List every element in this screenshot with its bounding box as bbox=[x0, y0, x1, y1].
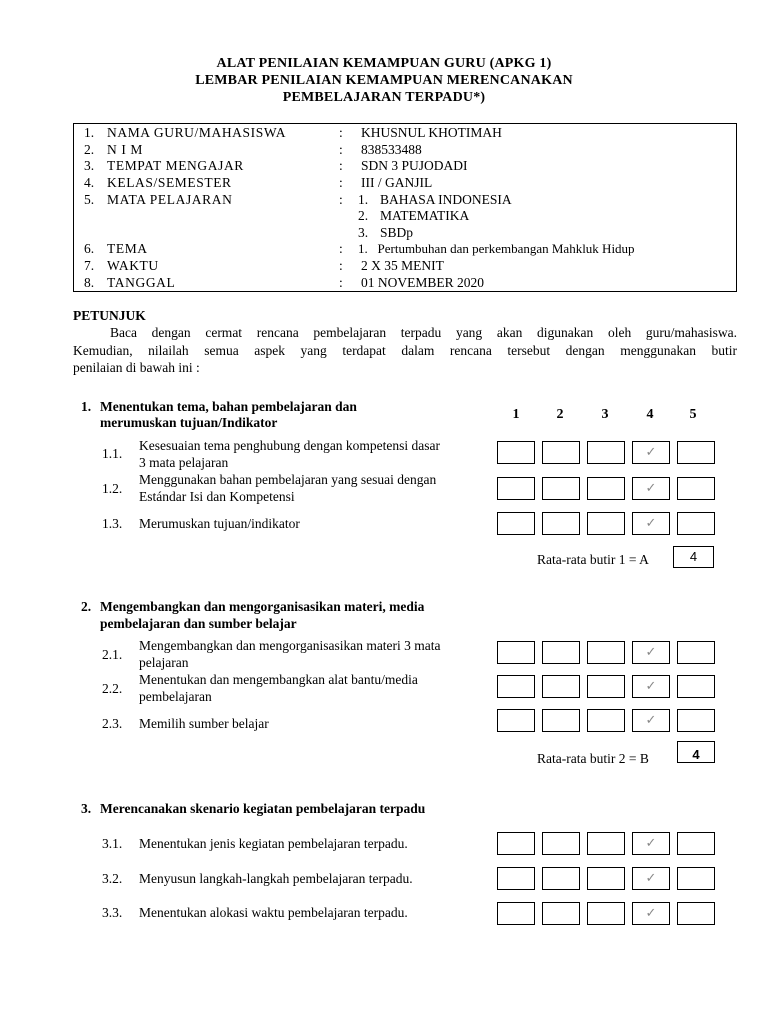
identity-row-subject-3 bbox=[74, 224, 738, 241]
item-text-line-1: Menyusun langkah-langkah pembelajaran terpadu. bbox=[139, 871, 413, 886]
row-value: 01 NOVEMBER 2020 bbox=[361, 275, 485, 290]
item-number: 3.3. bbox=[102, 905, 123, 920]
row-number: 6. bbox=[84, 241, 95, 256]
row-number: 4. bbox=[84, 175, 95, 190]
identity-row-nim bbox=[74, 141, 738, 158]
item-number: 3.1. bbox=[102, 836, 123, 851]
score-box-5[interactable] bbox=[677, 675, 715, 698]
item-number: 1.2. bbox=[102, 481, 123, 496]
score-box-5[interactable] bbox=[677, 902, 715, 925]
score-box-5[interactable] bbox=[677, 709, 715, 732]
section-1-title-line-2: merumuskan tujuan/Indikator bbox=[100, 415, 278, 430]
score-box-3[interactable] bbox=[587, 441, 625, 464]
identity-row-theme bbox=[74, 240, 738, 257]
subject-number: 2. bbox=[358, 208, 369, 223]
score-box-1[interactable] bbox=[497, 867, 535, 890]
average-2-label: Rata-rata butir 2 = B bbox=[537, 751, 649, 766]
item-text-line-2: pembelajaran bbox=[139, 689, 212, 704]
score-box-2[interactable] bbox=[542, 902, 580, 925]
row-label: N I M bbox=[107, 142, 143, 157]
scale-header-5: 5 bbox=[689, 407, 697, 422]
item-number: 1.3. bbox=[102, 516, 123, 531]
score-box-5[interactable] bbox=[677, 441, 715, 464]
check-mark-icon: ✓ bbox=[645, 906, 657, 921]
average-1-label: Rata-rata butir 1 = A bbox=[537, 552, 649, 567]
average-1-value: 4 bbox=[673, 546, 714, 568]
score-box-3[interactable] bbox=[587, 512, 625, 535]
score-box-2[interactable] bbox=[542, 641, 580, 664]
row-label: WAKTU bbox=[107, 258, 159, 273]
row-label: MATA PELAJARAN bbox=[107, 192, 233, 207]
check-mark-icon: ✓ bbox=[645, 836, 657, 851]
row-label: TEMA bbox=[107, 241, 148, 256]
row-label: NAMA GURU/MAHASISWA bbox=[107, 125, 287, 140]
document-title-line-3: PEMBELAJARAN TERPADU*) bbox=[282, 90, 486, 105]
row-number: 7. bbox=[84, 258, 95, 273]
score-box-4[interactable] bbox=[632, 641, 670, 664]
instructions-line-1: Baca dengan cermat rencana pembelajaran terpadu yang akan digunakan oleh guru/mahasiswa. bbox=[110, 325, 737, 340]
row-number: 5. bbox=[84, 192, 95, 207]
scale-header-4: 4 bbox=[646, 407, 654, 422]
instructions-line-2: Kemudian, nilailah semua aspek yang terdapat dalam rencana tersebut dengan menggunakan butir bbox=[73, 343, 737, 358]
score-box-2[interactable] bbox=[542, 477, 580, 500]
row-number: 3. bbox=[84, 158, 95, 173]
score-box-5[interactable] bbox=[677, 641, 715, 664]
row-label: TEMPAT MENGAJAR bbox=[107, 158, 244, 173]
subject-number: 3. bbox=[358, 225, 369, 240]
score-box-2[interactable] bbox=[542, 832, 580, 855]
score-box-2[interactable] bbox=[542, 867, 580, 890]
item-text-line-2: pelajaran bbox=[139, 655, 189, 670]
subject-value: MATEMATIKA bbox=[380, 208, 470, 223]
score-box-1[interactable] bbox=[497, 902, 535, 925]
identity-box bbox=[73, 123, 737, 292]
score-box-3[interactable] bbox=[587, 641, 625, 664]
row-number: 2. bbox=[84, 142, 95, 157]
score-box-1[interactable] bbox=[497, 512, 535, 535]
row-number: 1. bbox=[84, 125, 95, 140]
check-mark-icon: ✓ bbox=[645, 445, 657, 460]
row-colon: : bbox=[339, 125, 343, 140]
document-title-line-2: LEMBAR PENILAIAN KEMAMPUAN MERENCANAKAN bbox=[195, 73, 573, 88]
subject-value: SBDp bbox=[380, 225, 414, 240]
score-box-4[interactable] bbox=[632, 675, 670, 698]
row-label: KELAS/SEMESTER bbox=[107, 175, 232, 190]
check-mark-icon: ✓ bbox=[645, 871, 657, 886]
scale-header-2: 2 bbox=[556, 407, 564, 422]
score-box-4[interactable] bbox=[632, 477, 670, 500]
score-box-4[interactable] bbox=[632, 832, 670, 855]
score-box-3[interactable] bbox=[587, 867, 625, 890]
check-mark-icon: ✓ bbox=[645, 516, 657, 531]
check-mark-icon: ✓ bbox=[645, 713, 657, 728]
score-box-1[interactable] bbox=[497, 441, 535, 464]
score-box-3[interactable] bbox=[587, 832, 625, 855]
score-box-4[interactable] bbox=[632, 902, 670, 925]
check-mark-icon: ✓ bbox=[645, 645, 657, 660]
identity-row-subject-2 bbox=[74, 207, 738, 224]
identity-row-subject bbox=[74, 191, 738, 208]
instructions-line-3: penilaian di bawah ini : bbox=[73, 360, 200, 375]
row-value: III / GANJIL bbox=[361, 175, 433, 190]
score-box-1[interactable] bbox=[497, 477, 535, 500]
score-box-3[interactable] bbox=[587, 675, 625, 698]
score-box-4[interactable] bbox=[632, 709, 670, 732]
scale-header-1: 1 bbox=[512, 407, 520, 422]
section-2-number: 2. bbox=[81, 599, 92, 614]
item-text-line-1: Merumuskan tujuan/indikator bbox=[139, 516, 300, 531]
item-text-line-1: Kesesuaian tema penghubung dengan kompetensi dasar bbox=[139, 438, 441, 453]
row-colon: : bbox=[339, 175, 343, 190]
section-1-title-line-1: Menentukan tema, bahan pembelajaran dan bbox=[100, 399, 357, 414]
score-box-2[interactable] bbox=[542, 675, 580, 698]
item-number: 3.2. bbox=[102, 871, 123, 886]
identity-row-name bbox=[74, 124, 738, 141]
section-3-number: 3. bbox=[81, 801, 92, 816]
row-colon: : bbox=[339, 275, 343, 290]
row-value: 2 X 35 MENIT bbox=[361, 258, 444, 273]
row-number: 8. bbox=[84, 275, 95, 290]
score-box-5[interactable] bbox=[677, 867, 715, 890]
row-colon: : bbox=[339, 158, 343, 173]
row-value: SDN 3 PUJODADI bbox=[361, 158, 468, 173]
item-text-line-1: Memilih sumber belajar bbox=[139, 716, 269, 731]
identity-row-date bbox=[74, 274, 738, 291]
scale-header-3: 3 bbox=[601, 407, 609, 422]
item-text-line-1: Menentukan dan mengembangkan alat bantu/media bbox=[139, 672, 418, 687]
score-box-5[interactable] bbox=[677, 512, 715, 535]
row-value: KHUSNUL KHOTIMAH bbox=[361, 125, 502, 140]
item-number: 1.1. bbox=[102, 446, 123, 461]
item-text-line-1: Menentukan jenis kegiatan pembelajaran terpadu. bbox=[139, 836, 408, 851]
score-box-4[interactable] bbox=[632, 867, 670, 890]
score-box-4[interactable] bbox=[632, 512, 670, 535]
average-2-value: 4 bbox=[677, 741, 715, 763]
score-box-1[interactable] bbox=[497, 832, 535, 855]
section-3-title: Merencanakan skenario kegiatan pembelajaran terpadu bbox=[100, 801, 426, 816]
score-box-2[interactable] bbox=[542, 512, 580, 535]
identity-row-school bbox=[74, 157, 738, 174]
item-number: 2.2. bbox=[102, 681, 123, 696]
score-box-1[interactable] bbox=[497, 675, 535, 698]
check-mark-icon: ✓ bbox=[645, 481, 657, 496]
item-text-line-2: Estándar Isi dan Kompetensi bbox=[139, 489, 295, 504]
subject-number: 1. bbox=[358, 192, 369, 207]
score-box-3[interactable] bbox=[587, 902, 625, 925]
item-text-line-1: Mengembangkan dan mengorganisasikan materi 3 mata bbox=[139, 638, 441, 653]
instructions-title: PETUNJUK bbox=[73, 308, 146, 323]
row-value: 838533488 bbox=[361, 142, 422, 157]
row-colon: : bbox=[339, 142, 343, 157]
check-mark-icon: ✓ bbox=[645, 679, 657, 694]
row-label: TANGGAL bbox=[107, 275, 176, 290]
score-box-3[interactable] bbox=[587, 709, 625, 732]
score-box-5[interactable] bbox=[677, 477, 715, 500]
item-text-line-2: 3 mata pelajaran bbox=[139, 455, 229, 470]
section-2-title-line-1: Mengembangkan dan mengorganisasikan materi, media bbox=[100, 599, 425, 614]
item-number: 2.1. bbox=[102, 647, 123, 662]
score-box-1[interactable] bbox=[497, 641, 535, 664]
score-box-1[interactable] bbox=[497, 709, 535, 732]
row-value: 1. Pertumbuhan dan perkembangan Mahkluk Hidup bbox=[358, 241, 635, 256]
score-box-3[interactable] bbox=[587, 477, 625, 500]
identity-row-class bbox=[74, 174, 738, 191]
section-1-number: 1. bbox=[81, 399, 92, 414]
score-box-5[interactable] bbox=[677, 832, 715, 855]
section-2-title-line-2: pembelajaran dan sumber belajar bbox=[100, 616, 297, 631]
subject-value: BAHASA INDONESIA bbox=[380, 192, 512, 207]
score-box-2[interactable] bbox=[542, 441, 580, 464]
item-number: 2.3. bbox=[102, 716, 123, 731]
item-text-line-1: Menggunakan bahan pembelajaran yang sesuai dengan bbox=[139, 472, 437, 487]
identity-row-time bbox=[74, 257, 738, 274]
document-title-line-1: ALAT PENILAIAN KEMAMPUAN GURU (APKG 1) bbox=[216, 56, 552, 71]
row-colon: : bbox=[339, 258, 343, 273]
item-text-line-1: Menentukan alokasi waktu pembelajaran terpadu. bbox=[139, 905, 408, 920]
row-colon: : bbox=[339, 241, 343, 256]
row-colon: : bbox=[339, 192, 343, 207]
score-box-2[interactable] bbox=[542, 709, 580, 732]
score-box-4[interactable] bbox=[632, 441, 670, 464]
